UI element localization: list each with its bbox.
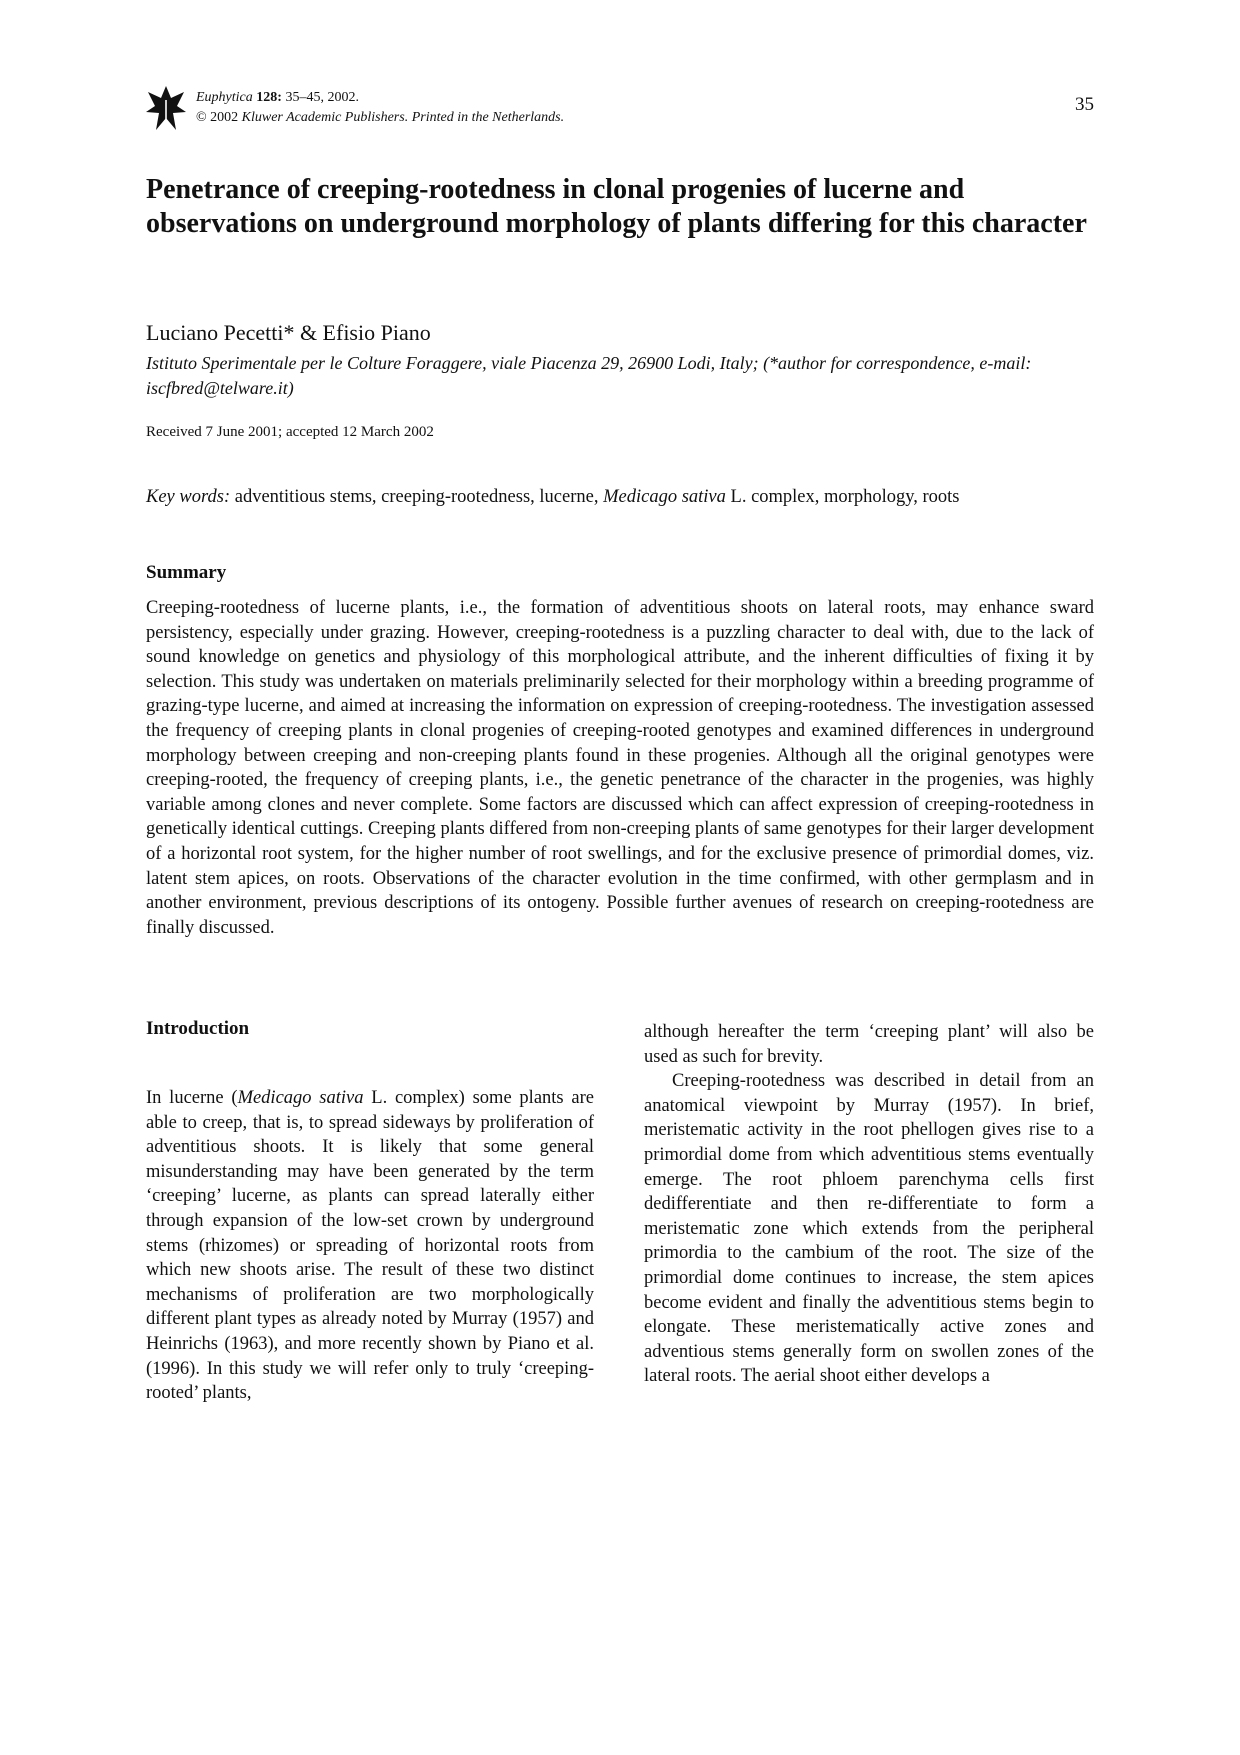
publisher-logo — [146, 84, 186, 132]
publisher-note: Kluwer Academic Publishers. Printed in the Netherlands. — [241, 110, 565, 125]
left-column — [146, 1018, 594, 1406]
keywords-label: Key words: — [146, 487, 231, 507]
summary-heading: Summary — [146, 562, 227, 583]
keywords — [146, 487, 960, 508]
copyright-notice: © 2002 — [196, 110, 239, 125]
introduction-paragraph-2: Creeping-rootedness was described in detail from an anatomical viewpoint by Murray (1957). In brief, meristematic activity in the root phellogen gives rise to a primordial dome from which adventitious stems eventually emerge. The root phloem parenchyma cells first dedifferentiate and then re-differentiate to form a meristematic zone which extends from the peripheral primordia to the cambium of the root. The size of the primordial dome continues to increase, the stem apices become evident and finally the adventitious stems begin to elongate. These meristematically active zones and adventious stems generally form on swollen zones of the lateral roots. The aerial shoot either develops a — [644, 1071, 1094, 1387]
keywords-species: Medicago sativa — [603, 487, 726, 507]
journal-volume: 128: — [256, 90, 282, 105]
introduction-heading: Introduction — [146, 1018, 250, 1039]
page-number: 35 — [1075, 94, 1094, 115]
article-title: Penetrance of creeping-rootedness in clonal progenies of lucerne and observations on underground morphology of plants differing for this character — [146, 174, 1087, 239]
journal-citation — [196, 88, 359, 108]
journal-name: Euphytica — [196, 90, 253, 105]
intro-p1-rest: L. complex) some plants are able to creep, that is, to spread sideways by proliferation of adventitious shoots. It is likely that some general misunderstanding may have been generated by the term ‘creeping’ lucerne, as plants can spread laterally either through expansion of the low-set crown by underground stems (rhizomes) or spreading of horizontal roots from which new shoots arise. The result of these two distinct mechanisms of proliferation are two morphologically different plant types as already noted by Murray (1957) and Heinrichs (1963), and more recently shown by Piano et al. (1996). In this study we will refer only to truly ‘creeping-rooted’ plants, — [146, 1088, 594, 1404]
keywords-part1: adventitious stems, creeping-rootedness, lucerne, — [230, 487, 604, 507]
summary-text: Creeping-rootedness of lucerne plants, i.e., the formation of adventitious shoots on lateral roots, may enhance sward persistency, especially under grazing. However, creeping-rootedness is a puzzling character to deal with, due to the lack of sound knowledge on genetics and physiology of this morphological attribute, and the inherent difficulties of fixing it by selection. This study was undertaken on materials preliminarily selected for their morphology within a breeding programme of grazing-type lucerne, and aimed at increasing the information on expression of creeping-rootedness. The investigation assessed the frequency of creeping plants in clonal progenies of creeping-rooted genotypes and examined differences in underground morphology between creeping and non-creeping plants found in these progenies. Although all the original genotypes were creeping-rooted, the frequency of creeping plants, i.e., the genetic penetrance of the character in the progenies, was highly variable among clones and never complete. Some factors are discussed which can affect expression of creeping-rootedness in genetically identical cuttings. Creeping plants differed from non-creeping plants of same genotypes for their larger development of a horizontal root system, for the higher number of root swellings, and for the exclusive presence of primordial domes, viz. latent stem apices, on roots. Observations of the character evolution in the time confirmed, with other germplasm and in another environment, previous descriptions of its ontogeny. Possible further avenues of research on creeping-rootedness are finally discussed. — [146, 598, 1094, 938]
received-dates: Received 7 June 2001; accepted 12 March 2002 — [146, 424, 434, 440]
authors: Luciano Pecetti* & Efisio Piano — [146, 320, 431, 345]
intro-p1-species: Medicago sativa — [237, 1088, 364, 1108]
introduction-paragraph-1-continued: although hereafter the term ‘creeping plant’ will also be used as such for brevity. — [644, 1022, 1094, 1067]
right-column — [644, 1020, 1094, 1389]
journal-pages-year: 35–45, 2002. — [281, 90, 359, 105]
affiliation: Istituto Sperimentale per le Colture Foraggere, viale Piacenza 29, 26900 Lodi, Italy; (*author for correspondence, e-mail: iscfbred@telware.it) — [146, 353, 1032, 398]
introduction-paragraph-1 — [146, 1086, 594, 1406]
copyright-line — [196, 108, 564, 128]
intro-p1-start: In lucerne ( — [146, 1088, 238, 1108]
keywords-part2: L. complex, morphology, roots — [725, 487, 960, 507]
